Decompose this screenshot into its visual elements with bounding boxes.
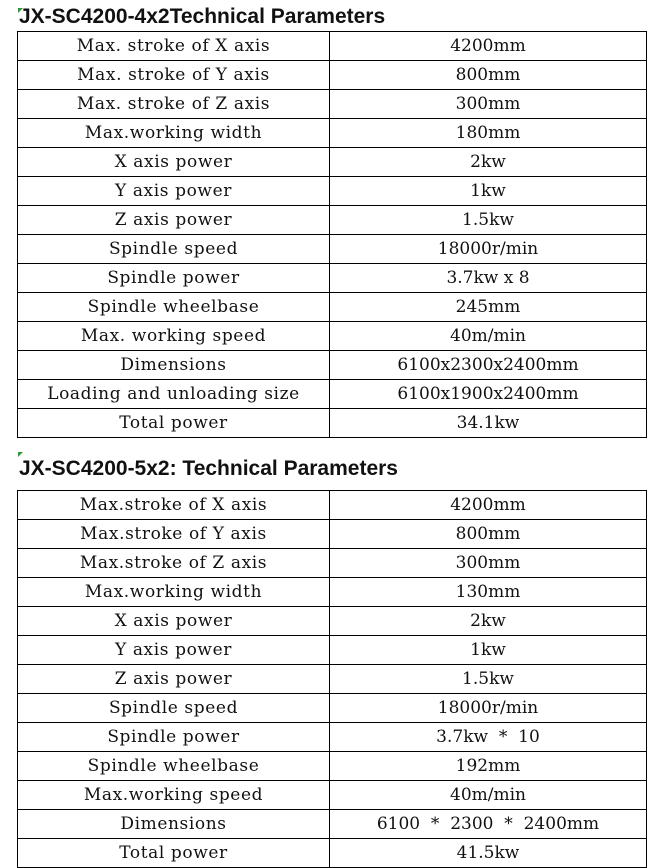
table-row xyxy=(18,607,647,636)
table-title-2: JX-SC4200-5x2: Technical Parameters xyxy=(19,457,398,480)
parameter-value: 1kw xyxy=(330,636,647,665)
parameter-name: Spindle speed xyxy=(18,694,330,723)
parameter-name: Dimensions xyxy=(18,810,330,839)
parameter-name: Total power xyxy=(18,839,330,868)
parameter-value: 4200mm xyxy=(330,32,647,61)
parameter-name: Spindle power xyxy=(18,264,330,293)
parameter-value: 180mm xyxy=(330,119,647,148)
parameter-name: Spindle power xyxy=(18,723,330,752)
parameter-name: Spindle wheelbase xyxy=(18,293,330,322)
parameter-name: Max.working width xyxy=(18,578,330,607)
parameter-value: 1.5kw xyxy=(330,206,647,235)
parameter-value: 192mm xyxy=(330,752,647,781)
parameter-value: 41.5kw xyxy=(330,839,647,868)
parameter-name: Max.stroke of X axis xyxy=(18,491,330,520)
parameter-name: Max. stroke of X axis xyxy=(18,32,330,61)
table-row xyxy=(18,549,647,578)
table-title-1: JX-SC4200-4x2Technical Parameters xyxy=(19,5,386,28)
parameter-value: 2kw xyxy=(330,148,647,177)
parameter-name: X axis power xyxy=(18,148,330,177)
parameter-name: Max. stroke of Y axis xyxy=(18,61,330,90)
parameter-value: 3.7kw * 10 xyxy=(330,723,647,752)
parameter-value: 300mm xyxy=(330,549,647,578)
parameter-name: Spindle wheelbase xyxy=(18,752,330,781)
table-row xyxy=(18,520,647,549)
parameter-value: 34.1kw xyxy=(330,409,647,438)
parameter-name: Max.working width xyxy=(18,119,330,148)
table-row xyxy=(18,752,647,781)
table-row xyxy=(18,694,647,723)
parameter-name: Y axis power xyxy=(18,177,330,206)
table-row xyxy=(18,491,647,520)
parameter-value: 6100 * 2300 * 2400mm xyxy=(330,810,647,839)
parameter-value: 18000r/min xyxy=(330,694,647,723)
table-row xyxy=(18,839,647,868)
parameter-value: 300mm xyxy=(330,90,647,119)
parameter-value: 40m/min xyxy=(330,322,647,351)
parameter-value: 1.5kw xyxy=(330,665,647,694)
parameter-value: 2kw xyxy=(330,607,647,636)
parameter-name: Dimensions xyxy=(18,351,330,380)
parameter-name: Z axis power xyxy=(18,665,330,694)
parameter-value: 18000r/min xyxy=(330,235,647,264)
parameter-name: Y axis power xyxy=(18,636,330,665)
table-row xyxy=(18,810,647,839)
parameter-value: 800mm xyxy=(330,61,647,90)
parameter-value: 1kw xyxy=(330,177,647,206)
parameter-name: Total power xyxy=(18,409,330,438)
parameter-value: 6100x1900x2400mm xyxy=(330,380,647,409)
parameter-name: Z axis power xyxy=(18,206,330,235)
table-row xyxy=(18,636,647,665)
table-row xyxy=(18,723,647,752)
parameter-name: Max.stroke of Z axis xyxy=(18,549,330,578)
table-row xyxy=(18,781,647,810)
parameter-name: X axis power xyxy=(18,607,330,636)
parameter-value: 130mm xyxy=(330,578,647,607)
parameter-value: 6100x2300x2400mm xyxy=(330,351,647,380)
parameter-name: Max.working speed xyxy=(18,781,330,810)
parameter-value: 3.7kw x 8 xyxy=(330,264,647,293)
parameter-name: Max. working speed xyxy=(18,322,330,351)
parameter-value: 40m/min xyxy=(330,781,647,810)
spec-table-2 xyxy=(17,490,647,868)
table-row xyxy=(18,578,647,607)
parameter-name: Max.stroke of Y axis xyxy=(18,520,330,549)
parameter-name: Loading and unloading size xyxy=(18,380,330,409)
parameter-name: Max. stroke of Z axis xyxy=(18,90,330,119)
table-row xyxy=(18,665,647,694)
parameter-value: 245mm xyxy=(330,293,647,322)
parameter-name: Spindle speed xyxy=(18,235,330,264)
parameter-value: 800mm xyxy=(330,520,647,549)
parameter-value: 4200mm xyxy=(330,491,647,520)
